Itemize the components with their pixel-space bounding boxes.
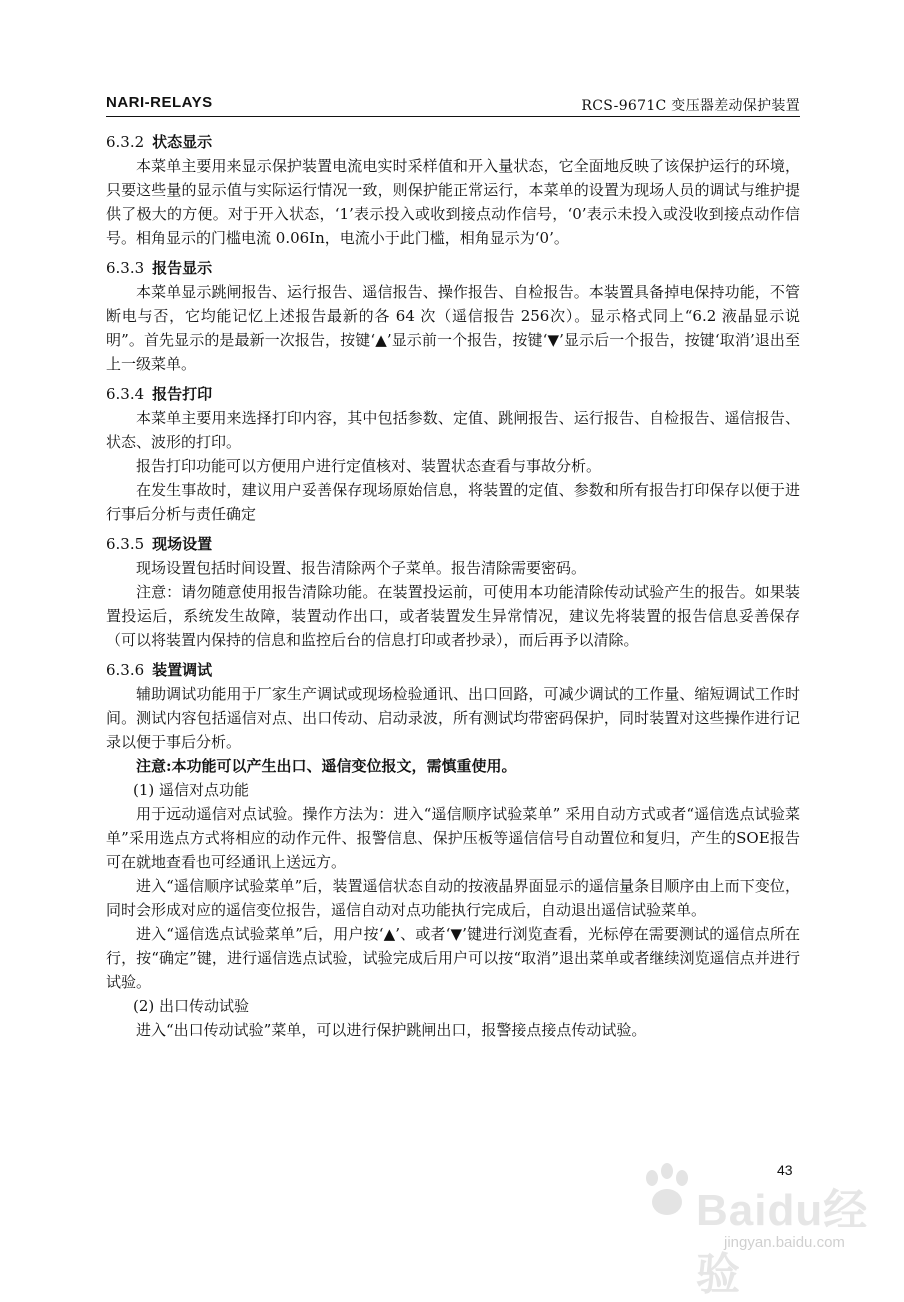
- paragraph: 用于远动遥信对点试验。操作方法为：进入“遥信顺序试验菜单” 采用自动方式或者“遥信选点试验菜单”采用选点方式将相应的动作元件、报警信息、保护压板等遥信信号自动置位和复归，产生的SOE报告可在就地查看也可经通讯上送远方。: [106, 805, 800, 871]
- section-title: 装置调试: [152, 661, 213, 679]
- page-number: 43: [777, 1162, 793, 1178]
- paragraph: 注意：请勿随意使用报告清除功能。在装置投运前，可使用本功能清除传动试验产生的报告。如果装置投运后，系统发生故障，装置动作出口，或者装置发生异常情况，建议先将装置的报告信息妥善保存（可以将装置内保持的信息和监控后台的信息打印或者抄录），而后再予以清除。: [106, 583, 800, 649]
- watermark: [640, 1158, 880, 1299]
- warning-note: 注意:本功能可以产生出口、遥信变位报文，需慎重使用。: [136, 757, 517, 775]
- paragraph: 本菜单主要用来选择打印内容，其中包括参数、定值、跳闸报告、运行报告、自检报告、遥信报告、状态、波形的打印。: [106, 409, 800, 451]
- section-title: 报告打印: [152, 385, 213, 403]
- subheading: (2) 出口传动试验: [133, 997, 250, 1015]
- paragraph: 本菜单显示跳闸报告、运行报告、遥信报告、操作报告、自检报告。本装置具备掉电保持功能，不管断电与否，它均能记忆上述报告最新的各 64 次（遥信报告 256次）。显示格式同上“6.2 液晶显示说明”。首先显示的是最新一次报告，按键‘▲’显示前一个报告，按键‘▼’显示后一个报告，按键‘取消’退出至上一级菜单。: [106, 283, 800, 373]
- section-heading-6-3-2: [106, 130, 800, 154]
- section-number: 6.3.4: [106, 385, 145, 403]
- watermark-text: Baidu经验: [696, 1186, 869, 1299]
- section-title: 状态显示: [152, 133, 213, 151]
- section-heading-6-3-4: [106, 382, 800, 406]
- paragraph: 进入“出口传动试验”菜单，可以进行保护跳闸出口，报警接点接点传动试验。: [136, 1021, 647, 1039]
- section-title: 报告显示: [152, 259, 213, 277]
- paragraph: 报告打印功能可以方便用户进行定值核对、装置状态查看与事故分析。: [136, 457, 602, 475]
- paragraph: 本菜单主要用来显示保护装置电流电实时采样值和开入量状态，它全面地反映了该保护运行的环境，只要这些量的显示值与实际运行情况一致，则保护能正常运行，本菜单的设置为现场人员的调试与维护提供了极大的方便。对于开入状态，‘1’表示投入或收到接点动作信号，‘0’表示未投入或没收到接点动作信号。相角显示的门槛电流 0.06In，电流小于此门槛，相角显示为‘0’。: [106, 157, 800, 247]
- brand-logo-text: NARI-RELAYS: [106, 94, 213, 111]
- paragraph: 辅助调试功能用于厂家生产调试或现场检验通讯、出口回路，可减少调试的工作量、缩短调试工作时间。测试内容包括遥信对点、出口传动、启动录波，所有测试均带密码保护，同时装置对这些操作进行记录以便于事后分析。: [106, 685, 800, 751]
- section-number: 6.3.5: [106, 535, 145, 553]
- watermark-url: jingyan.baidu.com: [724, 1234, 845, 1251]
- section-heading-6-3-5: [106, 532, 800, 556]
- section-number: 6.3.3: [106, 259, 145, 277]
- section-heading-6-3-6: [106, 658, 800, 682]
- document-title: RCS-9671C 变压器差动保护装置: [581, 98, 800, 114]
- paw-icon: [640, 1162, 694, 1222]
- paragraph: 进入“遥信选点试验菜单”后，用户按‘▲’、或者‘▼’键进行浏览查看，光标停在需要测试的遥信点所在行，按“确定”键，进行遥信选点试验，试验完成后用户可以按“取消”退出菜单或者继续浏览遥信点并进行试验。: [106, 925, 800, 991]
- section-heading-6-3-3: [106, 256, 800, 280]
- section-number: 6.3.2: [106, 133, 145, 151]
- page-header: [106, 94, 800, 117]
- section-title: 现场设置: [152, 535, 213, 553]
- subheading: (1) 遥信对点功能: [133, 781, 250, 799]
- paragraph: 在发生事故时，建议用户妥善保存现场原始信息，将装置的定值、参数和所有报告打印保存以便于进行事后分析与责任确定: [106, 481, 800, 523]
- page-body: [106, 130, 800, 1042]
- paragraph: 进入“遥信顺序试验菜单”后，装置遥信状态自动的按液晶界面显示的遥信量条目顺序由上而下变位，同时会形成对应的遥信变位报告，遥信自动对点功能执行完成后，自动退出遥信试验菜单。: [106, 877, 800, 919]
- paragraph: 现场设置包括时间设置、报告清除两个子菜单。报告清除需要密码。: [136, 559, 587, 577]
- section-number: 6.3.6: [106, 661, 145, 679]
